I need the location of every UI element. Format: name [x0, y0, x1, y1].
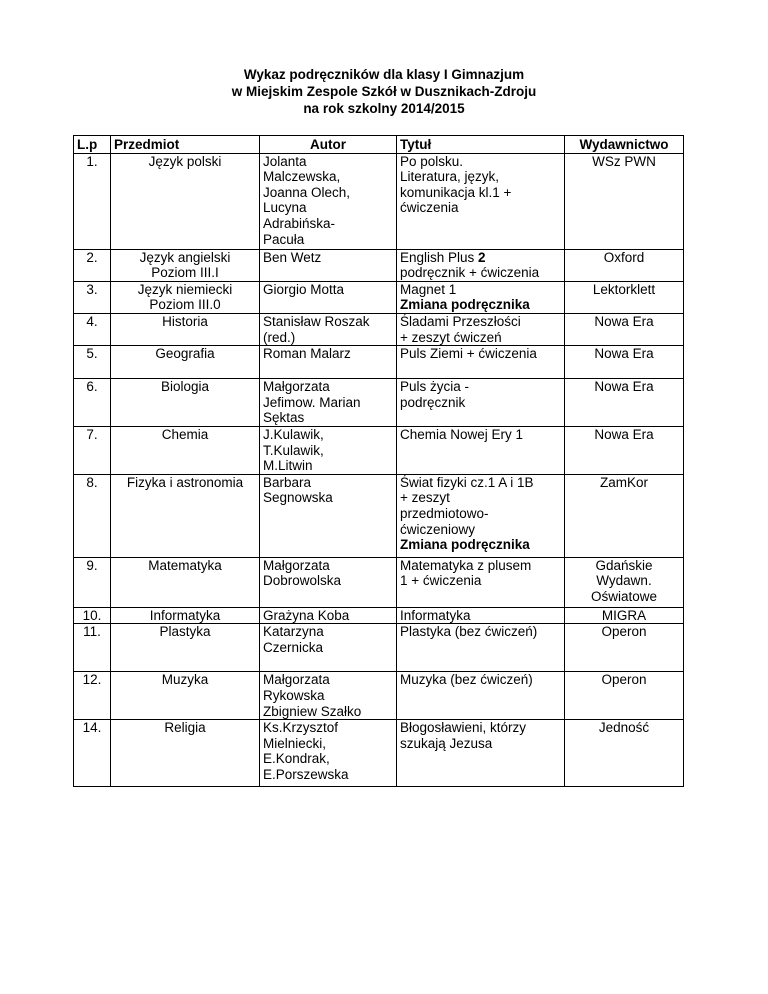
cell-line: Dobrowolska	[263, 573, 342, 589]
cell-przedmiot	[111, 281, 260, 313]
cell-line: Mielniecki,	[263, 735, 327, 751]
cell-line: + zeszyt	[400, 490, 450, 506]
cell-lp: 9.	[74, 557, 111, 607]
cell-line: Malczewska,	[263, 169, 341, 185]
cell-tytul	[397, 720, 565, 787]
cell-line: Literatura, język,	[400, 169, 500, 185]
cell-line: Biologia	[160, 379, 210, 395]
cell-line: WSz PWN	[592, 153, 656, 169]
cell-autor	[260, 153, 397, 249]
cell-przedmiot	[111, 346, 260, 379]
cell-line: Pacuła	[263, 231, 305, 247]
table-row	[74, 379, 684, 427]
title-line-3: na rok szkolny 2014/2015	[303, 101, 465, 116]
table-row	[74, 249, 684, 281]
cell-lp: 3.	[74, 281, 111, 313]
column-header-lp: L.p	[74, 136, 111, 154]
cell-autor	[260, 720, 397, 787]
cell-autor	[260, 474, 397, 557]
table-row	[74, 346, 684, 379]
cell-wydawnictwo	[565, 249, 684, 281]
cell-line: Muzyka	[161, 672, 209, 688]
cell-autor	[260, 426, 397, 474]
cell-autor	[260, 346, 397, 379]
cell-line: Lektorklett	[592, 281, 656, 297]
cell-lp: 12.	[74, 672, 111, 720]
table-row	[74, 426, 684, 474]
cell-line: Fizyka i astronomia	[126, 474, 244, 490]
cell-line: Plastyka	[159, 624, 211, 640]
cell-tytul	[397, 624, 565, 672]
cell-line: Jolanta	[263, 153, 307, 169]
cell-line: Segnowska	[263, 490, 333, 506]
cell-line: Nowa Era	[594, 426, 654, 442]
cell-line: Operon	[601, 624, 647, 640]
table-row	[74, 557, 684, 607]
table-row	[74, 281, 684, 313]
cell-lp: 5.	[74, 346, 111, 379]
table-row	[74, 474, 684, 557]
cell-lp: 2.	[74, 249, 111, 281]
cell-przedmiot	[111, 379, 260, 427]
column-header-wydawnictwo: Wydawnictwo	[565, 136, 684, 154]
cell-line: Nowa Era	[594, 379, 654, 395]
cell-przedmiot	[111, 313, 260, 345]
cell-line: Śladami Przeszłości	[400, 313, 521, 329]
table-body	[74, 153, 684, 787]
column-header-tytul: Tytuł	[397, 136, 565, 154]
cell-line	[400, 250, 561, 266]
cell-przedmiot	[111, 249, 260, 281]
cell-line: Magnet 1	[400, 281, 457, 297]
cell-line: Sęktas	[263, 410, 305, 426]
cell-line: przedmiotowo-	[400, 505, 489, 521]
cell-wydawnictwo	[565, 153, 684, 249]
cell-line: Małgorzata	[263, 557, 330, 573]
cell-line: podręcznik	[400, 394, 466, 410]
cell-line: Chemia Nowej Ery 1	[400, 426, 524, 442]
cell-tytul	[397, 281, 565, 313]
cell-line: Wydawn.	[596, 573, 652, 589]
column-header-przedmiot: Przedmiot	[111, 136, 260, 154]
document-title	[0, 66, 768, 117]
cell-przedmiot	[111, 720, 260, 787]
cell-line: szukają Jezusa	[400, 735, 493, 751]
textbook-table	[73, 135, 684, 787]
cell-tytul	[397, 346, 565, 379]
cell-autor	[260, 379, 397, 427]
cell-line: Adrabińska-	[263, 215, 336, 231]
cell-line: Nowa Era	[594, 346, 654, 362]
cell-line: Informatyka	[149, 607, 221, 623]
cell-line: Roman Malarz	[263, 346, 351, 362]
cell-lp: 11.	[74, 624, 111, 672]
table-row	[74, 153, 684, 249]
cell-line: Poziom III.I	[151, 265, 219, 281]
cell-line: Barbara	[263, 474, 312, 490]
cell-lp: 7.	[74, 426, 111, 474]
cell-autor	[260, 313, 397, 345]
cell-line: Operon	[601, 672, 647, 688]
cell-przedmiot	[111, 607, 260, 624]
cell-line: Katarzyna	[263, 624, 324, 640]
cell-autor	[260, 624, 397, 672]
cell-line: ZamKor	[599, 474, 648, 490]
cell-wydawnictwo	[565, 672, 684, 720]
cell-line: E.Porszewska	[263, 766, 349, 782]
cell-line: Matematyka	[148, 557, 222, 573]
cell-line: T.Kulawik,	[263, 442, 324, 458]
cell-line: Stanisław Roszak	[263, 313, 370, 329]
cell-tytul	[397, 313, 565, 345]
cell-line: J.Kulawik,	[263, 426, 324, 442]
cell-autor	[260, 672, 397, 720]
cell-lp: 4.	[74, 313, 111, 345]
cell-line: Zmiana podręcznika	[400, 297, 530, 313]
cell-line: Czernicka	[263, 639, 324, 655]
cell-tytul	[397, 379, 565, 427]
cell-wydawnictwo	[565, 426, 684, 474]
cell-line: Chemia	[161, 426, 209, 442]
cell-lp: 6.	[74, 379, 111, 427]
table-row	[74, 313, 684, 345]
cell-line: Oświatowe	[590, 588, 658, 604]
cell-line: Błogosławieni, którzy	[400, 720, 527, 736]
cell-line: Język polski	[148, 153, 222, 169]
cell-line: Joanna Olech,	[263, 184, 351, 200]
cell-line: ćwiczenia	[400, 200, 459, 216]
cell-przedmiot	[111, 426, 260, 474]
cell-line: Rykowska	[263, 687, 325, 703]
cell-lp: 10.	[74, 607, 111, 624]
cell-line: + zeszyt ćwiczeń	[400, 329, 502, 345]
cell-line: Puls Ziemi + ćwiczenia	[400, 346, 537, 362]
title-line-1: Wykaz podręczników dla klasy I Gimnazjum	[243, 67, 525, 82]
cell-text-bold: 2	[478, 249, 486, 265]
cell-line: Informatyka	[400, 607, 471, 623]
cell-tytul	[397, 474, 565, 557]
cell-tytul	[397, 607, 565, 624]
cell-line: Religia	[164, 720, 206, 736]
cell-line: Ks.Krzysztof	[263, 720, 339, 736]
cell-line: Geografia	[155, 346, 215, 362]
cell-line: komunikacja kl.1 +	[400, 184, 512, 200]
cell-line: MIGRA	[601, 607, 647, 623]
title-line-2: w Miejskim Zespole Szkół w Dusznikach-Zdroju	[231, 84, 537, 99]
cell-tytul	[397, 672, 565, 720]
cell-autor	[260, 607, 397, 624]
table-row	[74, 607, 684, 624]
cell-line: podręcznik + ćwiczenia	[400, 265, 540, 281]
cell-tytul	[397, 557, 565, 607]
cell-line: Zbigniew Szałko	[263, 703, 362, 719]
cell-line: Gdańskie	[595, 557, 653, 573]
cell-wydawnictwo	[565, 720, 684, 787]
cell-autor	[260, 557, 397, 607]
cell-line: Po polsku.	[400, 153, 464, 169]
cell-line: Grażyna Koba	[263, 607, 350, 623]
cell-line: Giorgio Motta	[263, 281, 345, 297]
cell-autor	[260, 249, 397, 281]
cell-wydawnictwo	[565, 313, 684, 345]
cell-tytul	[397, 249, 565, 281]
cell-line: Ben Wetz	[263, 249, 322, 265]
cell-line: Małgorzata	[263, 379, 330, 395]
cell-line: Puls życia -	[400, 379, 470, 395]
cell-line: Historia	[162, 313, 208, 329]
cell-wydawnictwo	[565, 474, 684, 557]
cell-line: Jefimow. Marian	[263, 394, 361, 410]
table-row	[74, 720, 684, 787]
cell-line: M.Litwin	[263, 458, 313, 474]
cell-line: Małgorzata	[263, 672, 330, 688]
cell-lp: 1.	[74, 153, 111, 249]
cell-autor	[260, 281, 397, 313]
cell-przedmiot	[111, 624, 260, 672]
cell-line: Poziom III.0	[149, 297, 221, 313]
cell-przedmiot	[111, 474, 260, 557]
cell-line: Nowa Era	[594, 313, 654, 329]
cell-wydawnictwo	[565, 557, 684, 607]
cell-line: 1 + ćwiczenia	[400, 573, 482, 589]
table-row	[74, 624, 684, 672]
cell-przedmiot	[111, 672, 260, 720]
cell-line: Jedność	[598, 720, 650, 736]
cell-line: E.Kondrak,	[263, 751, 330, 767]
cell-tytul	[397, 426, 565, 474]
cell-wydawnictwo	[565, 281, 684, 313]
cell-wydawnictwo	[565, 607, 684, 624]
cell-tytul	[397, 153, 565, 249]
cell-lp: 14.	[74, 720, 111, 787]
cell-line: ćwiczeniowy	[400, 521, 476, 537]
cell-line: Lucyna	[263, 200, 307, 216]
cell-line: Plastyka (bez ćwiczeń)	[400, 624, 538, 640]
cell-line: Język angielski	[139, 249, 231, 265]
cell-line: Zmiana podręcznika	[400, 537, 530, 553]
cell-przedmiot	[111, 557, 260, 607]
cell-wydawnictwo	[565, 379, 684, 427]
cell-przedmiot	[111, 153, 260, 249]
table-row	[74, 672, 684, 720]
cell-text: English Plus	[400, 249, 479, 265]
cell-wydawnictwo	[565, 346, 684, 379]
table-header-row	[74, 136, 684, 154]
cell-line: Świat fizyki cz.1 A i 1B	[400, 474, 534, 490]
cell-line: Matematyka z plusem	[400, 557, 532, 573]
cell-lp: 8.	[74, 474, 111, 557]
column-header-autor: Autor	[260, 136, 397, 154]
cell-wydawnictwo	[565, 624, 684, 672]
cell-line: (red.)	[263, 329, 296, 345]
cell-line: Muzyka (bez ćwiczeń)	[400, 672, 533, 688]
cell-line: Język niemiecki	[137, 281, 233, 297]
cell-line: Oxford	[603, 249, 645, 265]
